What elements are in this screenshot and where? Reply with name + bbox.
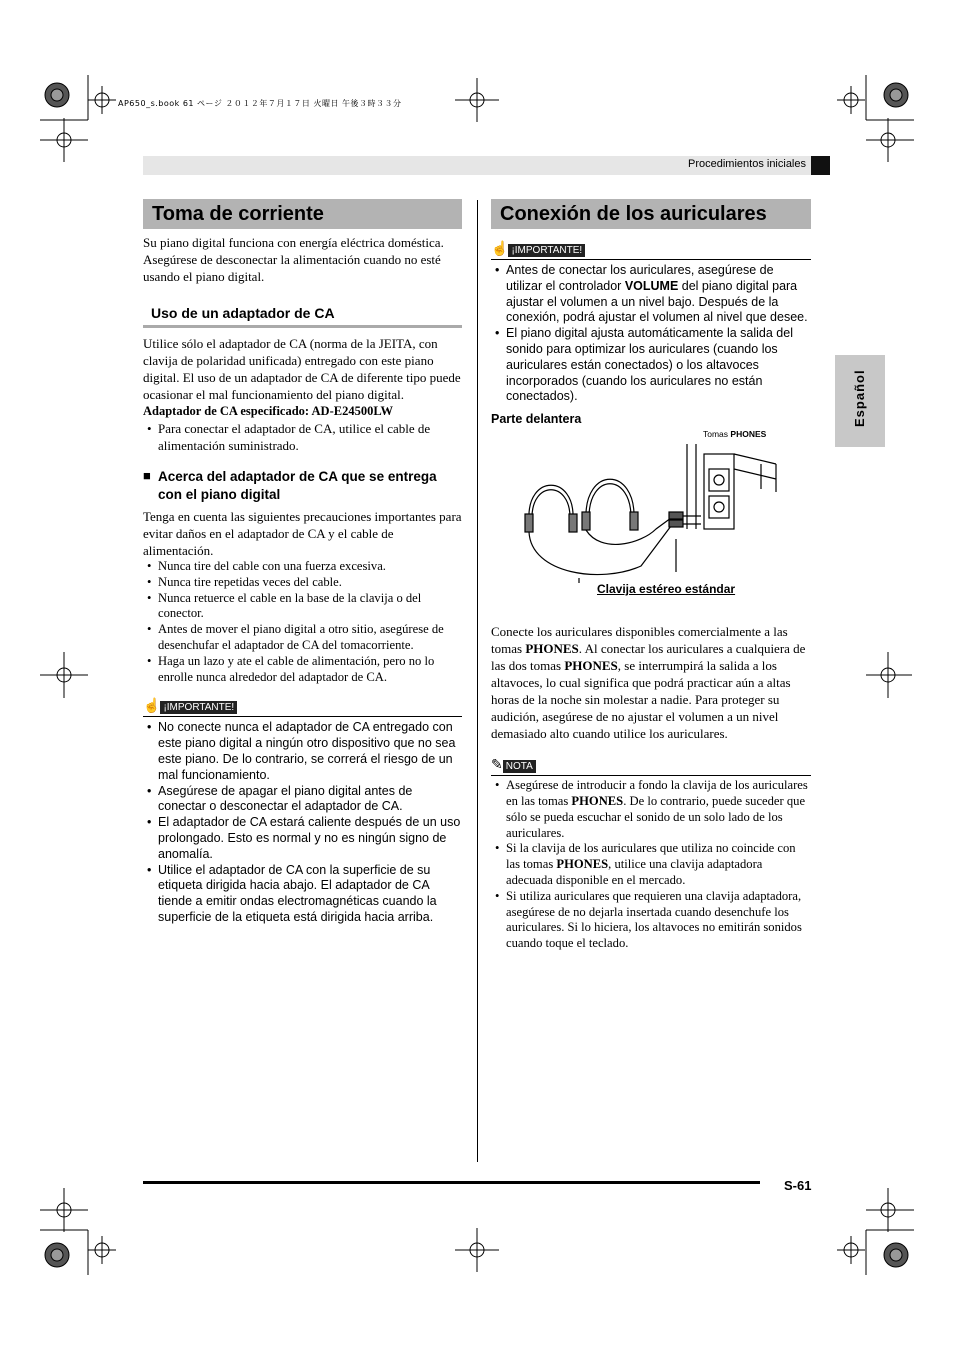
list-item: • Nunca tire del cable con una fuerza excesiva. — [143, 559, 462, 575]
list-item: • Para conectar el adaptador de CA, utilice el cable de alimentación suministrado. — [143, 420, 462, 454]
list-item: • Si la clavija de los auriculares que utiliza no coincide con las tomas PHONES, utilice una clavija adaptadora adecuada disponible en el mercado. — [491, 841, 811, 888]
list-item: • Asegúrese de apagar el piano digital antes de conectar o desconectar el adaptador de CA. — [143, 784, 462, 816]
note-bullets — [491, 778, 811, 952]
header-marker — [811, 156, 830, 175]
important-header-left: ☝ ¡IMPORTANTE! — [143, 697, 462, 717]
list-item: • Haga un lazo y ate el cable de alimentación, pero no lo enrolle nunca alrededor del adaptador de CA. — [143, 654, 462, 686]
section-title-headphones: Conexión de los auriculares — [491, 199, 811, 229]
headphones-para: Conecte los auriculares disponibles comercialmente a las tomas PHONES. Al conectar los auriculares a cualquiera de las dos tomas PHONES, se interrumpirá la salida a los altavoces, lo cual significa que podrá practicar aún a altas horas de la noche sin molestar a nadie. Para proteger su audición, asegúrese de no ajustar el volumen a un nivel demasiado alto cuando utilice los auriculares. — [491, 624, 806, 742]
list-item: • Si utiliza auriculares que requieren una clavija adaptadora, asegúrese de no dejarla insertada cuando desenchufe los auriculares. Si lo hiciera, los altavoces no emitirán sonidos cuando toque el teclado. — [491, 889, 811, 952]
headphones-illustration — [491, 444, 811, 597]
language-tab: Español — [835, 355, 885, 447]
phones-jack-label: Tomas PHONES — [703, 429, 767, 440]
footer-rule — [143, 1181, 760, 1184]
important-header-right: ☝ ¡IMPORTANTE! — [491, 240, 811, 260]
list-item: • Antes de mover el piano digital a otro sitio, asegúrese de desenchufar el adaptador de CA del tomacorriente. — [143, 622, 462, 654]
header-section: Procedimientos iniciales — [688, 158, 806, 170]
list-item: • El piano digital ajusta automáticamente la salida del sonido para optimizar los auriculares (cuando los auriculares están conectados) o los altavoces incorporados (cuando los auriculares no están conectados). — [491, 326, 811, 405]
power-intro: Su piano digital funciona con energía eléctrica doméstica. Asegúrese de desconectar la alimentación cuando no esté usando el piano digital. — [143, 235, 444, 284]
adapter-spec: Adaptador de CA especificado: AD-E24500LW — [143, 404, 394, 418]
about-adapter-heading: ■ Acerca del adaptador de CA que se entrega con el piano digital — [143, 468, 437, 502]
precaution-bullets — [143, 559, 462, 685]
column-divider — [477, 200, 478, 1162]
section-title-power: Toma de corriente — [143, 199, 462, 229]
list-item: • El adaptador de CA estará caliente después de un uso prolongado. Esto es normal y no es ningún signo de anomalía. — [143, 815, 462, 862]
figure-label: Parte delantera — [491, 412, 582, 427]
about-adapter-para: Tenga en cuenta las siguientes precauciones importantes para evitar daños en el adaptador de CA y el cable de alimentación. — [143, 509, 462, 558]
headphones-figure — [491, 426, 811, 604]
list-item: • Asegúrese de introducir a fondo la clavija de los auriculares en las tomas PHONES. De lo contrario, puede suceder que sólo se pueda escuchar el sonido de un solo lado de los auriculares. — [491, 778, 811, 841]
square-icon: ■ — [143, 468, 151, 483]
pointing-hand-icon: ☝ — [143, 697, 161, 714]
adapter-para: Utilice sólo el adaptador de CA (norma de la JEITA, con clavija de polaridad unificada) entregado con este piano digital. El uso de un adaptador de CA de diferente tipo puede ocasionar el mal funcionamiento del piano digital. — [143, 336, 461, 402]
important-bullets-left — [143, 720, 462, 925]
adapter-bullets — [143, 420, 462, 454]
list-item: • Nunca retuerce el cable en la base de la clavija o del conector. — [143, 591, 462, 623]
list-item: • Utilice el adaptador de CA con la superficie de su etiqueta dirigida hacia abajo. El adaptador de CA tiende a emitir ondas electromagnéticas cuando la superficie de la etiqueta está dirigida hacia arriba. — [143, 863, 462, 926]
page-number: S-61 — [784, 1178, 812, 1193]
right-column — [491, 199, 811, 952]
stereo-plug-label: Clavija estéreo estándar — [597, 582, 736, 597]
subsection-title-adapter: Uso de un adaptador de CA — [143, 305, 462, 328]
pointing-hand-icon: ☝ — [491, 240, 509, 256]
list-item: • Nunca tire repetidas veces del cable. — [143, 575, 462, 591]
left-column — [143, 199, 462, 926]
pencil-icon: ✎ — [491, 756, 503, 773]
note-header: ✎ NOTA — [491, 756, 811, 776]
list-item: • No conecte nunca el adaptador de CA entregado con este piano digital a ningún otro dispositivo que no sea este piano. De lo contrario, se correrá el riesgo de un mal funcionamiento. — [143, 720, 462, 783]
book-info-line: AP650_s.book 61 ページ ２０１２年７月１７日 火曜日 午後３時３３分 — [118, 99, 402, 108]
important-bullets-right — [491, 263, 811, 405]
list-item: • Antes de conectar los auriculares, asegúrese de utilizar el controlador VOLUME del piano digital para ajustar el volumen a un nivel bajo. Después de la conexión, podrá ajustar el volumen al nivel que desee. — [491, 263, 811, 326]
